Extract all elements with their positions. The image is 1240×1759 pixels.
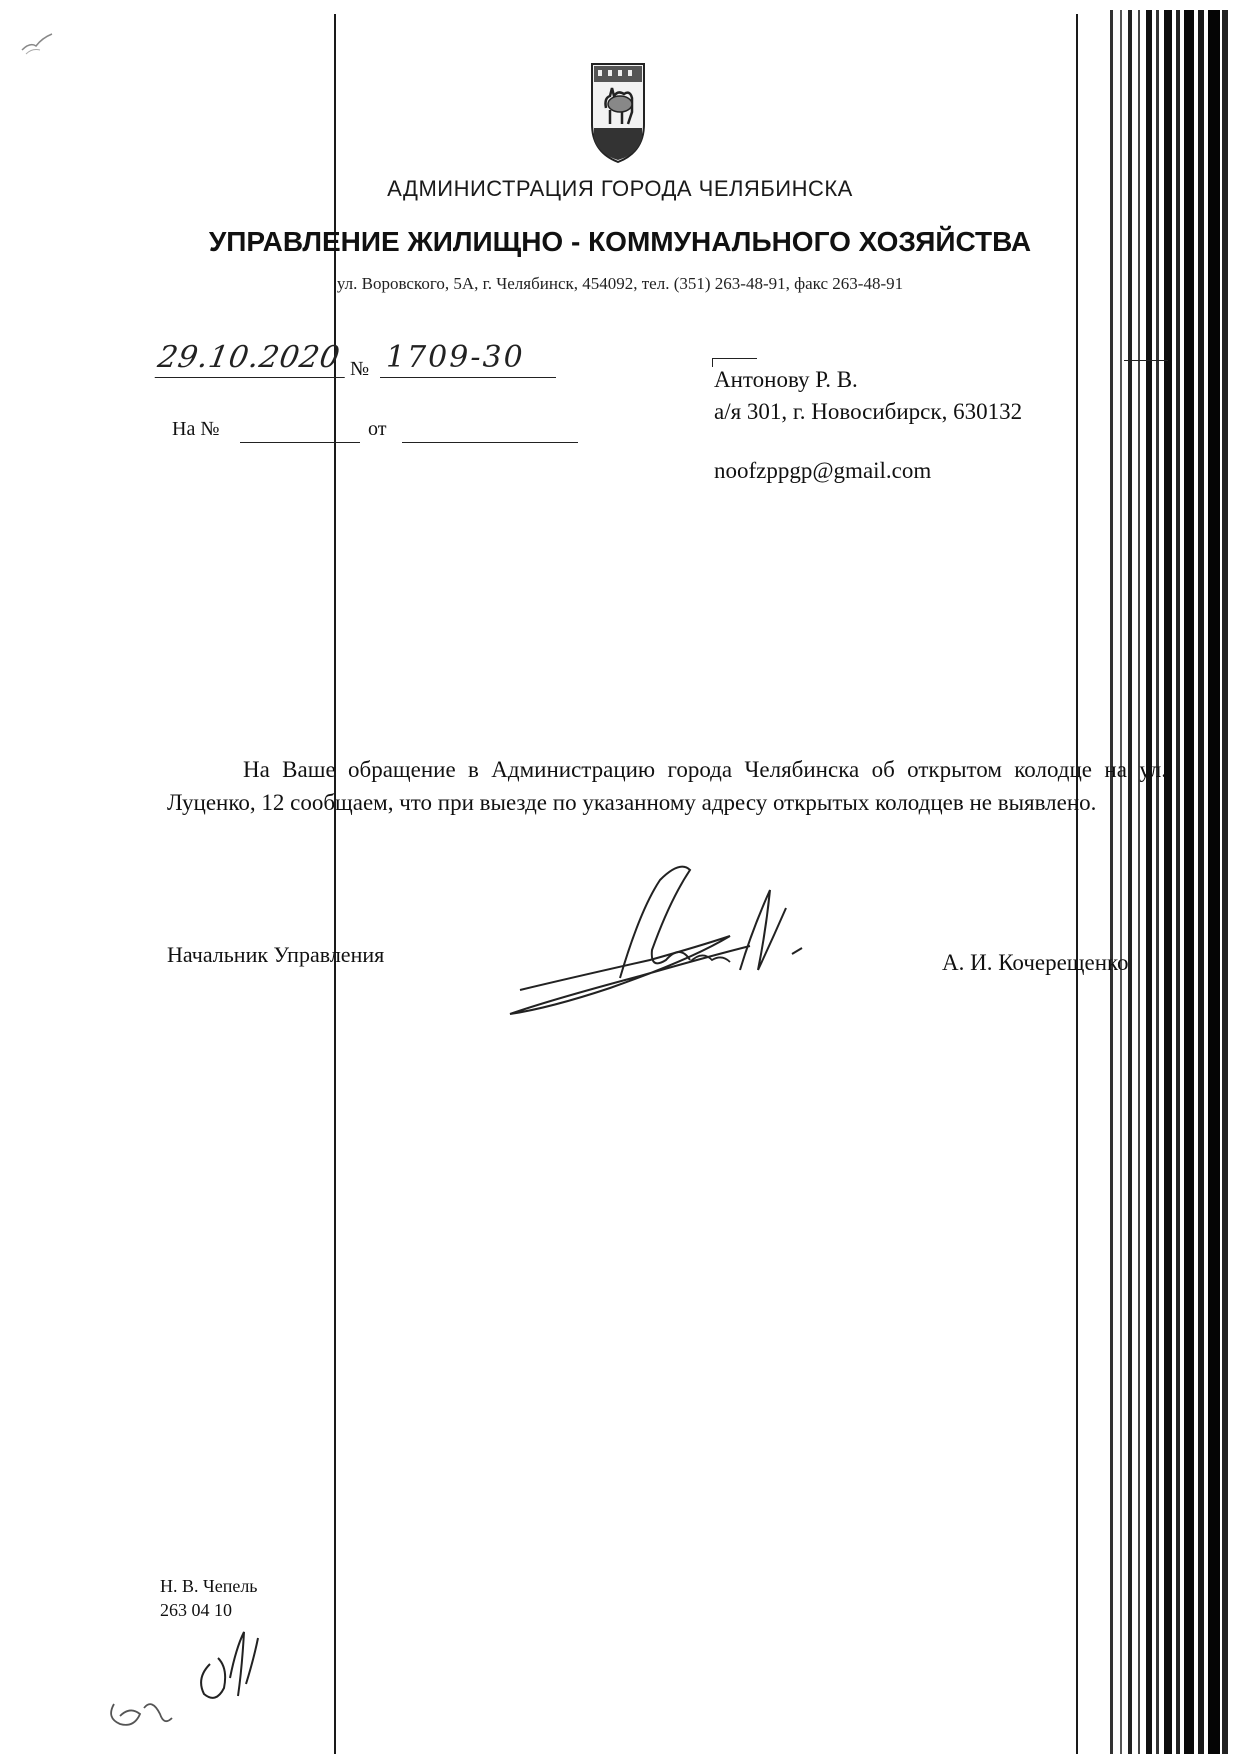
letter-body: На Ваше обращение в Администрацию города Челябинска об открытом колодце на ул. Луценко, 12 сообщаем, что при выезде по указанному адресу открытых колодцев не выявлено. — [167, 757, 1167, 815]
executor-block — [160, 1574, 258, 1622]
reference-date-blank — [402, 442, 578, 443]
executor-name: Н. В. Чепель — [160, 1576, 258, 1596]
corner-pencil-mark — [18, 28, 58, 58]
contact-line: ул. Воровского, 5А, г. Челябинск, 454092, тел. (351) 263-48-91, факс 263-48-91 — [336, 274, 904, 293]
recipient-email: noofzppgp@gmail.com — [714, 458, 932, 483]
city-crest-icon — [588, 58, 648, 166]
recipient-name: Антонову Р. В. — [714, 367, 858, 392]
signatory-title: Начальник Управления — [167, 942, 385, 967]
registration-number: 1709-30 — [380, 340, 556, 378]
scan-artifact-tick — [1124, 360, 1168, 361]
registration-date: 29.10.2020 — [155, 340, 352, 378]
recipient-address: а/я 301, г. Новосибирск, 630132 — [714, 399, 1023, 424]
scan-artifact-right-bars — [1100, 10, 1230, 1754]
registration-number-label: № — [350, 358, 370, 380]
recipient-block — [714, 364, 1022, 428]
handwritten-signature — [490, 850, 850, 1030]
reference-number-blank — [240, 442, 360, 443]
reference-number-label: На № — [172, 418, 220, 440]
organization-name: АДМИНИСТРАЦИЯ ГОРОДА ЧЕЛЯБИНСКА — [387, 176, 853, 201]
reference-date-label: от — [368, 418, 387, 440]
department-name: УПРАВЛЕНИЕ ЖИЛИЩНО - КОММУНАЛЬНОГО ХОЗЯЙСТВА — [208, 226, 1032, 257]
executor-phone: 263 04 10 — [160, 1600, 232, 1620]
signatory-name: А. И. Кочерещенко — [942, 950, 1129, 975]
initials-signature — [100, 1618, 290, 1738]
